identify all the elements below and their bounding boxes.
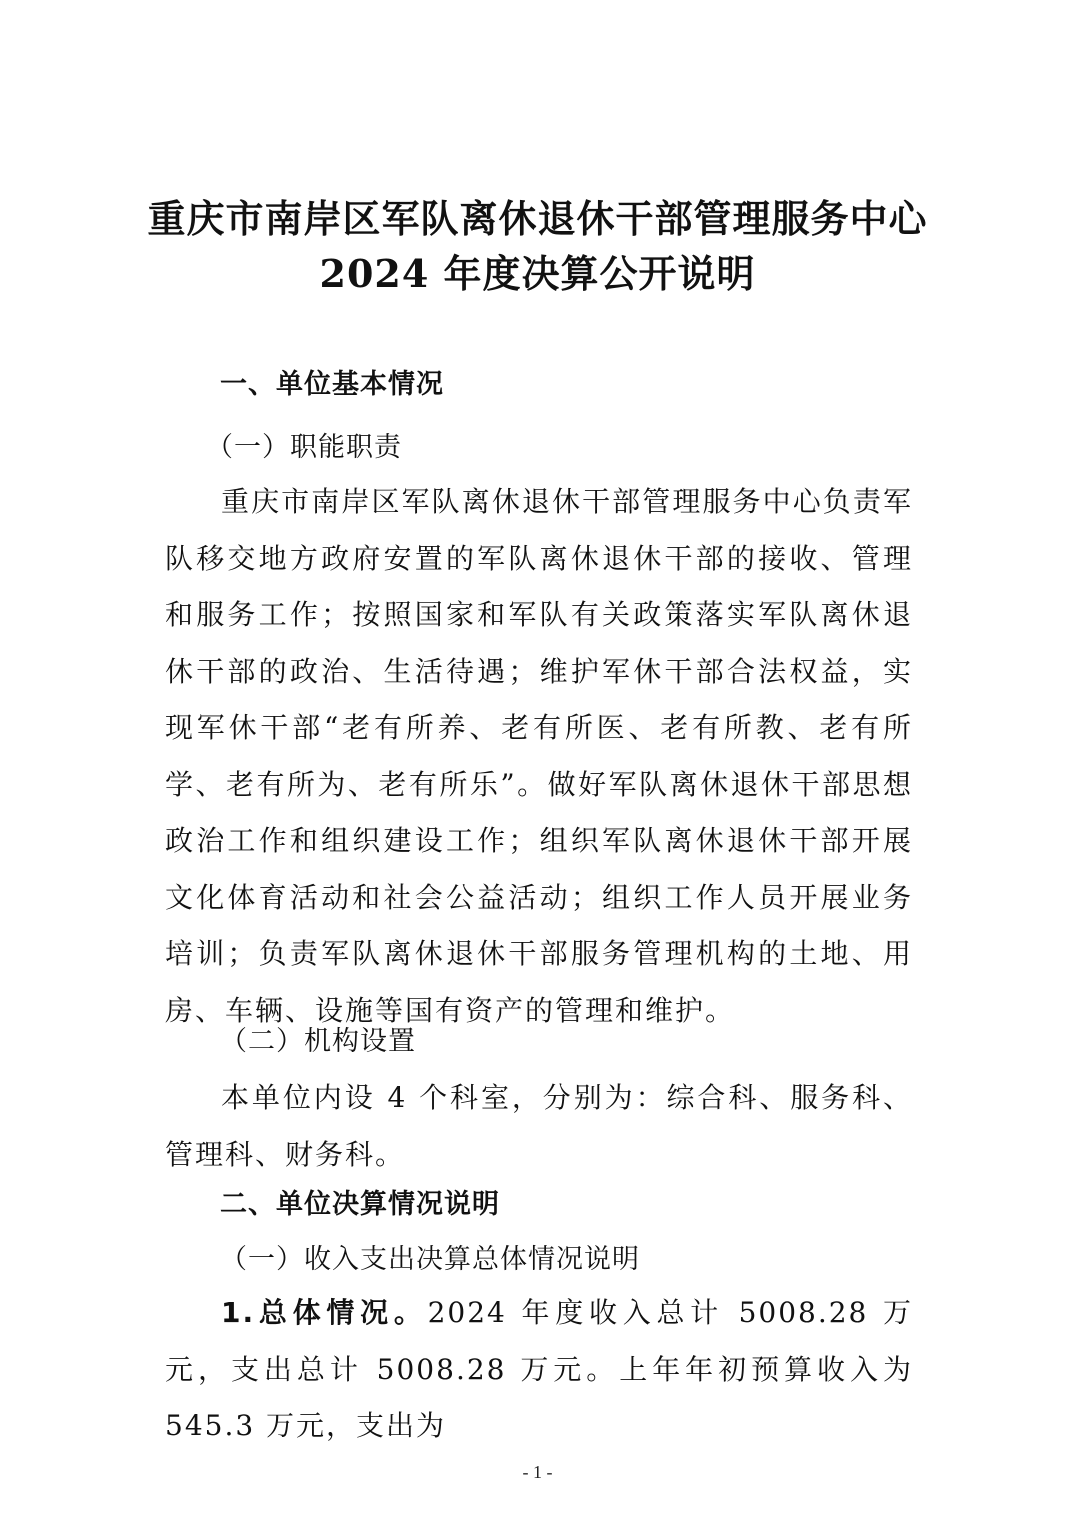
section-1-sub-1-body — [165, 474, 913, 1039]
section-1-heading: 一、单位基本情况 — [220, 369, 444, 400]
section-2-sub-1-heading: （一）收入支出决算总体情况说明 — [220, 1244, 640, 1275]
overall-lead: 1.总体情况。 — [221, 1296, 428, 1329]
section-1-sub-2-body — [165, 1070, 913, 1183]
overall-text: 2024 年度收入总计 5008.28 万元，支出总计 5008.28 万元。上年年初预算收入为 545.3 万元，支出为 — [165, 1296, 914, 1442]
duties-paragraph: 重庆市南岸区军队离休退休干部管理服务中心负责军队移交地方政府安置的军队离休退休干部的接收、管理和服务工作；按照国家和军队有关政策落实军队离休退休干部的政治、生活待遇；维护军休干部合法权益，实现军休干部“老有所养、老有所医、老有所教、老有所学、老有所为、老有所乐”。做好军队离休退休干部思想政治工作和组织建设工作；组织军队离休退休干部开展文化体育活动和社会公益活动；组织工作人员开展业务培训；负责军队离休退休干部服务管理机构的土地、用房、车辆、设施等国有资产的管理和维护。 — [165, 485, 913, 1027]
section-1-sub-1-heading: （一）职能职责 — [206, 432, 402, 463]
section-2-sub-1-body — [165, 1285, 913, 1455]
section-1-sub-2-heading: （二）机构设置 — [220, 1026, 416, 1057]
section-2-heading: 二、单位决算情况说明 — [220, 1189, 500, 1220]
page-number: - 1 - — [522, 1462, 553, 1482]
document-title-line-1: 重庆市南岸区军队离休退休干部管理服务中心 — [147, 196, 928, 241]
organization-paragraph: 本单位内设 4 个科室，分别为：综合科、服务科、管理科、财务科。 — [165, 1081, 913, 1171]
document-title-line-2: 2024 年度决算公开说明 — [319, 251, 756, 296]
overall-paragraph — [165, 1285, 913, 1455]
